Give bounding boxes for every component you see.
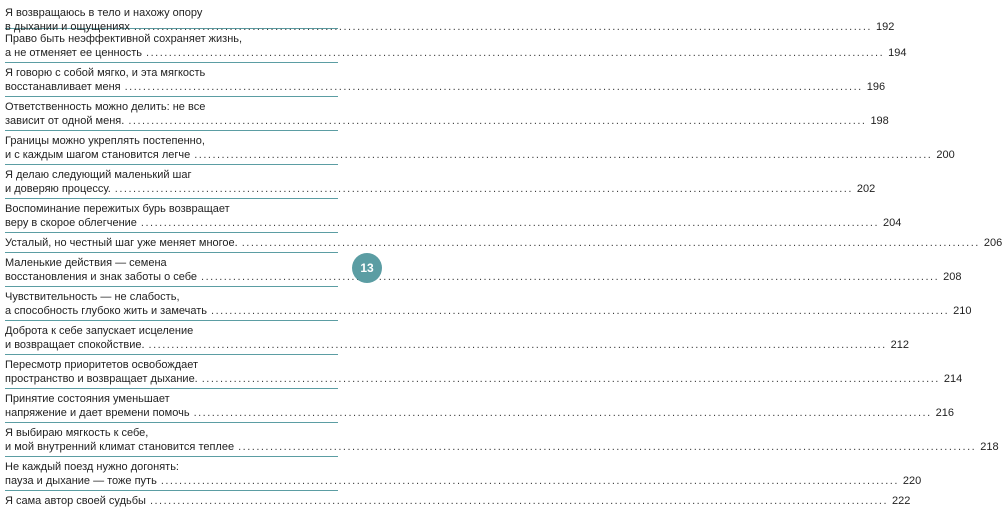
toc-entry-title-line: восстанавливает меня — [5, 81, 121, 93]
dot-leader — [211, 304, 949, 318]
toc-entry[interactable] — [5, 389, 955, 423]
dot-leader — [238, 440, 976, 454]
toc-entry-page-number: 212 — [890, 339, 909, 351]
toc-entry-title-line: Воспоминание пережитых бурь возвращает — [5, 203, 230, 215]
toc-entry-last-line — [5, 304, 972, 318]
dot-leader — [146, 46, 884, 60]
dot-leader — [194, 148, 932, 162]
toc-entry-title-line: и мой внутренний климат становится теплее — [5, 441, 235, 453]
toc-entry-page-number: 192 — [875, 21, 895, 33]
toc-entry-last-line — [5, 46, 907, 60]
toc-entry-title-line: Усталый, но честный шаг уже меняет многое. — [5, 237, 238, 249]
toc-entry[interactable] — [5, 355, 963, 389]
toc-entry-title-line: пространство и возвращает дыхание. — [5, 373, 198, 385]
page-number-badge: 13 — [352, 253, 382, 283]
toc-entry-page-number: 198 — [870, 115, 889, 127]
toc-entry-page-number: 196 — [866, 81, 886, 93]
toc-entry-title-line: а не отменяет ее ценность — [5, 47, 143, 59]
toc-entry-title-line: Чувствительность — не слабость, — [5, 291, 180, 303]
toc-entry-title-line: веру в скорое облегчение — [5, 217, 137, 229]
dot-leader — [141, 216, 879, 230]
toc-entry-page-number: 208 — [943, 271, 962, 283]
toc-entry[interactable] — [5, 131, 955, 165]
toc-entry-title-line: и с каждым шагом становится легче — [5, 149, 191, 161]
toc-entry-page-number: 194 — [888, 47, 907, 59]
toc-entry-title-line: Ответственность можно делить: не все — [5, 101, 206, 113]
toc-entry-page-number: 202 — [856, 183, 876, 195]
toc-entry-title-line: Пересмотр приоритетов освобождает — [5, 359, 199, 371]
toc-entry-page-number: 206 — [983, 237, 1002, 249]
toc-entry-title-line: Маленькие действия — семена — [5, 257, 167, 269]
toc-entry-last-line — [5, 182, 876, 196]
toc-entry-title-line: зависит от одной меня. — [5, 115, 125, 127]
toc-entry-title-line: Границы можно укреплять постепенно, — [5, 135, 205, 147]
toc-entry-last-line — [5, 114, 889, 128]
toc-entry-last-line — [5, 440, 999, 454]
toc-entry-title-line: Доброта к себе запускает исцеление — [5, 325, 194, 337]
toc-entry-title-line: напряжение и дает времени помочь — [5, 407, 190, 419]
toc-entry-last-line — [5, 372, 963, 386]
toc-entry-page-number: 214 — [943, 373, 963, 385]
toc-entry[interactable] — [5, 321, 909, 355]
toc-entry-last-line — [5, 236, 1002, 250]
toc-entry-title-line: Не каждый поезд нужно догонять: — [5, 461, 179, 473]
dot-leader — [149, 338, 887, 352]
toc-entry[interactable] — [5, 165, 876, 199]
dot-leader — [115, 182, 853, 196]
toc-entry[interactable] — [5, 233, 1002, 253]
toc-entry-title-line: и возвращает спокойствие. — [5, 339, 145, 351]
toc-entry-last-line — [5, 270, 962, 284]
toc-entry-title-line: Я сама автор своей судьбы — [5, 495, 146, 507]
toc-entry-last-line — [5, 216, 902, 230]
toc-entry-title-line: восстановления и знак заботы о себе — [5, 271, 198, 283]
toc-entry[interactable] — [5, 457, 922, 491]
toc-entry[interactable] — [5, 199, 902, 233]
toc-entry[interactable] — [5, 491, 911, 511]
toc-entry-last-line — [5, 148, 955, 162]
toc-entry-page-number: 222 — [892, 495, 911, 507]
toc-entry-page-number: 200 — [936, 149, 955, 161]
dot-leader — [201, 270, 939, 284]
toc-entry-page-number: 220 — [902, 475, 922, 487]
dot-leader — [161, 474, 899, 488]
toc-entry-page-number: 204 — [883, 217, 902, 229]
toc-entry-title-line: в дыхании и ощущениях — [5, 21, 130, 33]
toc-entry[interactable] — [5, 287, 972, 321]
toc-entry-title-line: Я выбираю мягкость к себе, — [5, 427, 149, 439]
toc-entry[interactable] — [5, 97, 889, 131]
toc-entry-title-line: Я говорю с собой мягко, и эта мягкость — [5, 67, 206, 79]
dot-leader — [128, 114, 866, 128]
toc-entry-page-number: 216 — [935, 407, 955, 419]
toc-entry-page-number: 218 — [980, 441, 999, 453]
toc-entry-last-line — [5, 494, 911, 508]
toc-entry-title-line: и доверяю процессу. — [5, 183, 111, 195]
toc-entry-last-line — [5, 338, 909, 352]
toc-entry-last-line — [5, 80, 886, 94]
dot-leader — [194, 406, 932, 420]
toc-entry-last-line — [5, 406, 955, 420]
toc-entry-last-line — [5, 474, 922, 488]
toc-entry-title-line: Я делаю следующий маленький шаг — [5, 169, 192, 181]
toc-entry[interactable] — [5, 6, 895, 33]
toc-entry-title-line: пауза и дыхание — тоже путь — [5, 475, 157, 487]
dot-leader — [150, 494, 888, 508]
toc-entry[interactable] — [5, 63, 886, 97]
toc-entry-title-line: Принятие состояния уменьшает — [5, 393, 170, 405]
toc-entry[interactable] — [5, 29, 907, 63]
toc-entry-title-line: Право быть неэффективной сохраняет жизнь, — [5, 33, 243, 45]
dot-leader — [242, 236, 980, 250]
toc-entry-page-number: 210 — [953, 305, 972, 317]
dot-leader — [202, 372, 940, 386]
dot-leader — [125, 80, 863, 94]
toc-entry-title-line: Я возвращаюсь в тело и нахожу опору — [5, 7, 203, 19]
toc-entry[interactable] — [5, 423, 999, 457]
toc-entry-title-line: а способность глубоко жить и замечать — [5, 305, 208, 317]
